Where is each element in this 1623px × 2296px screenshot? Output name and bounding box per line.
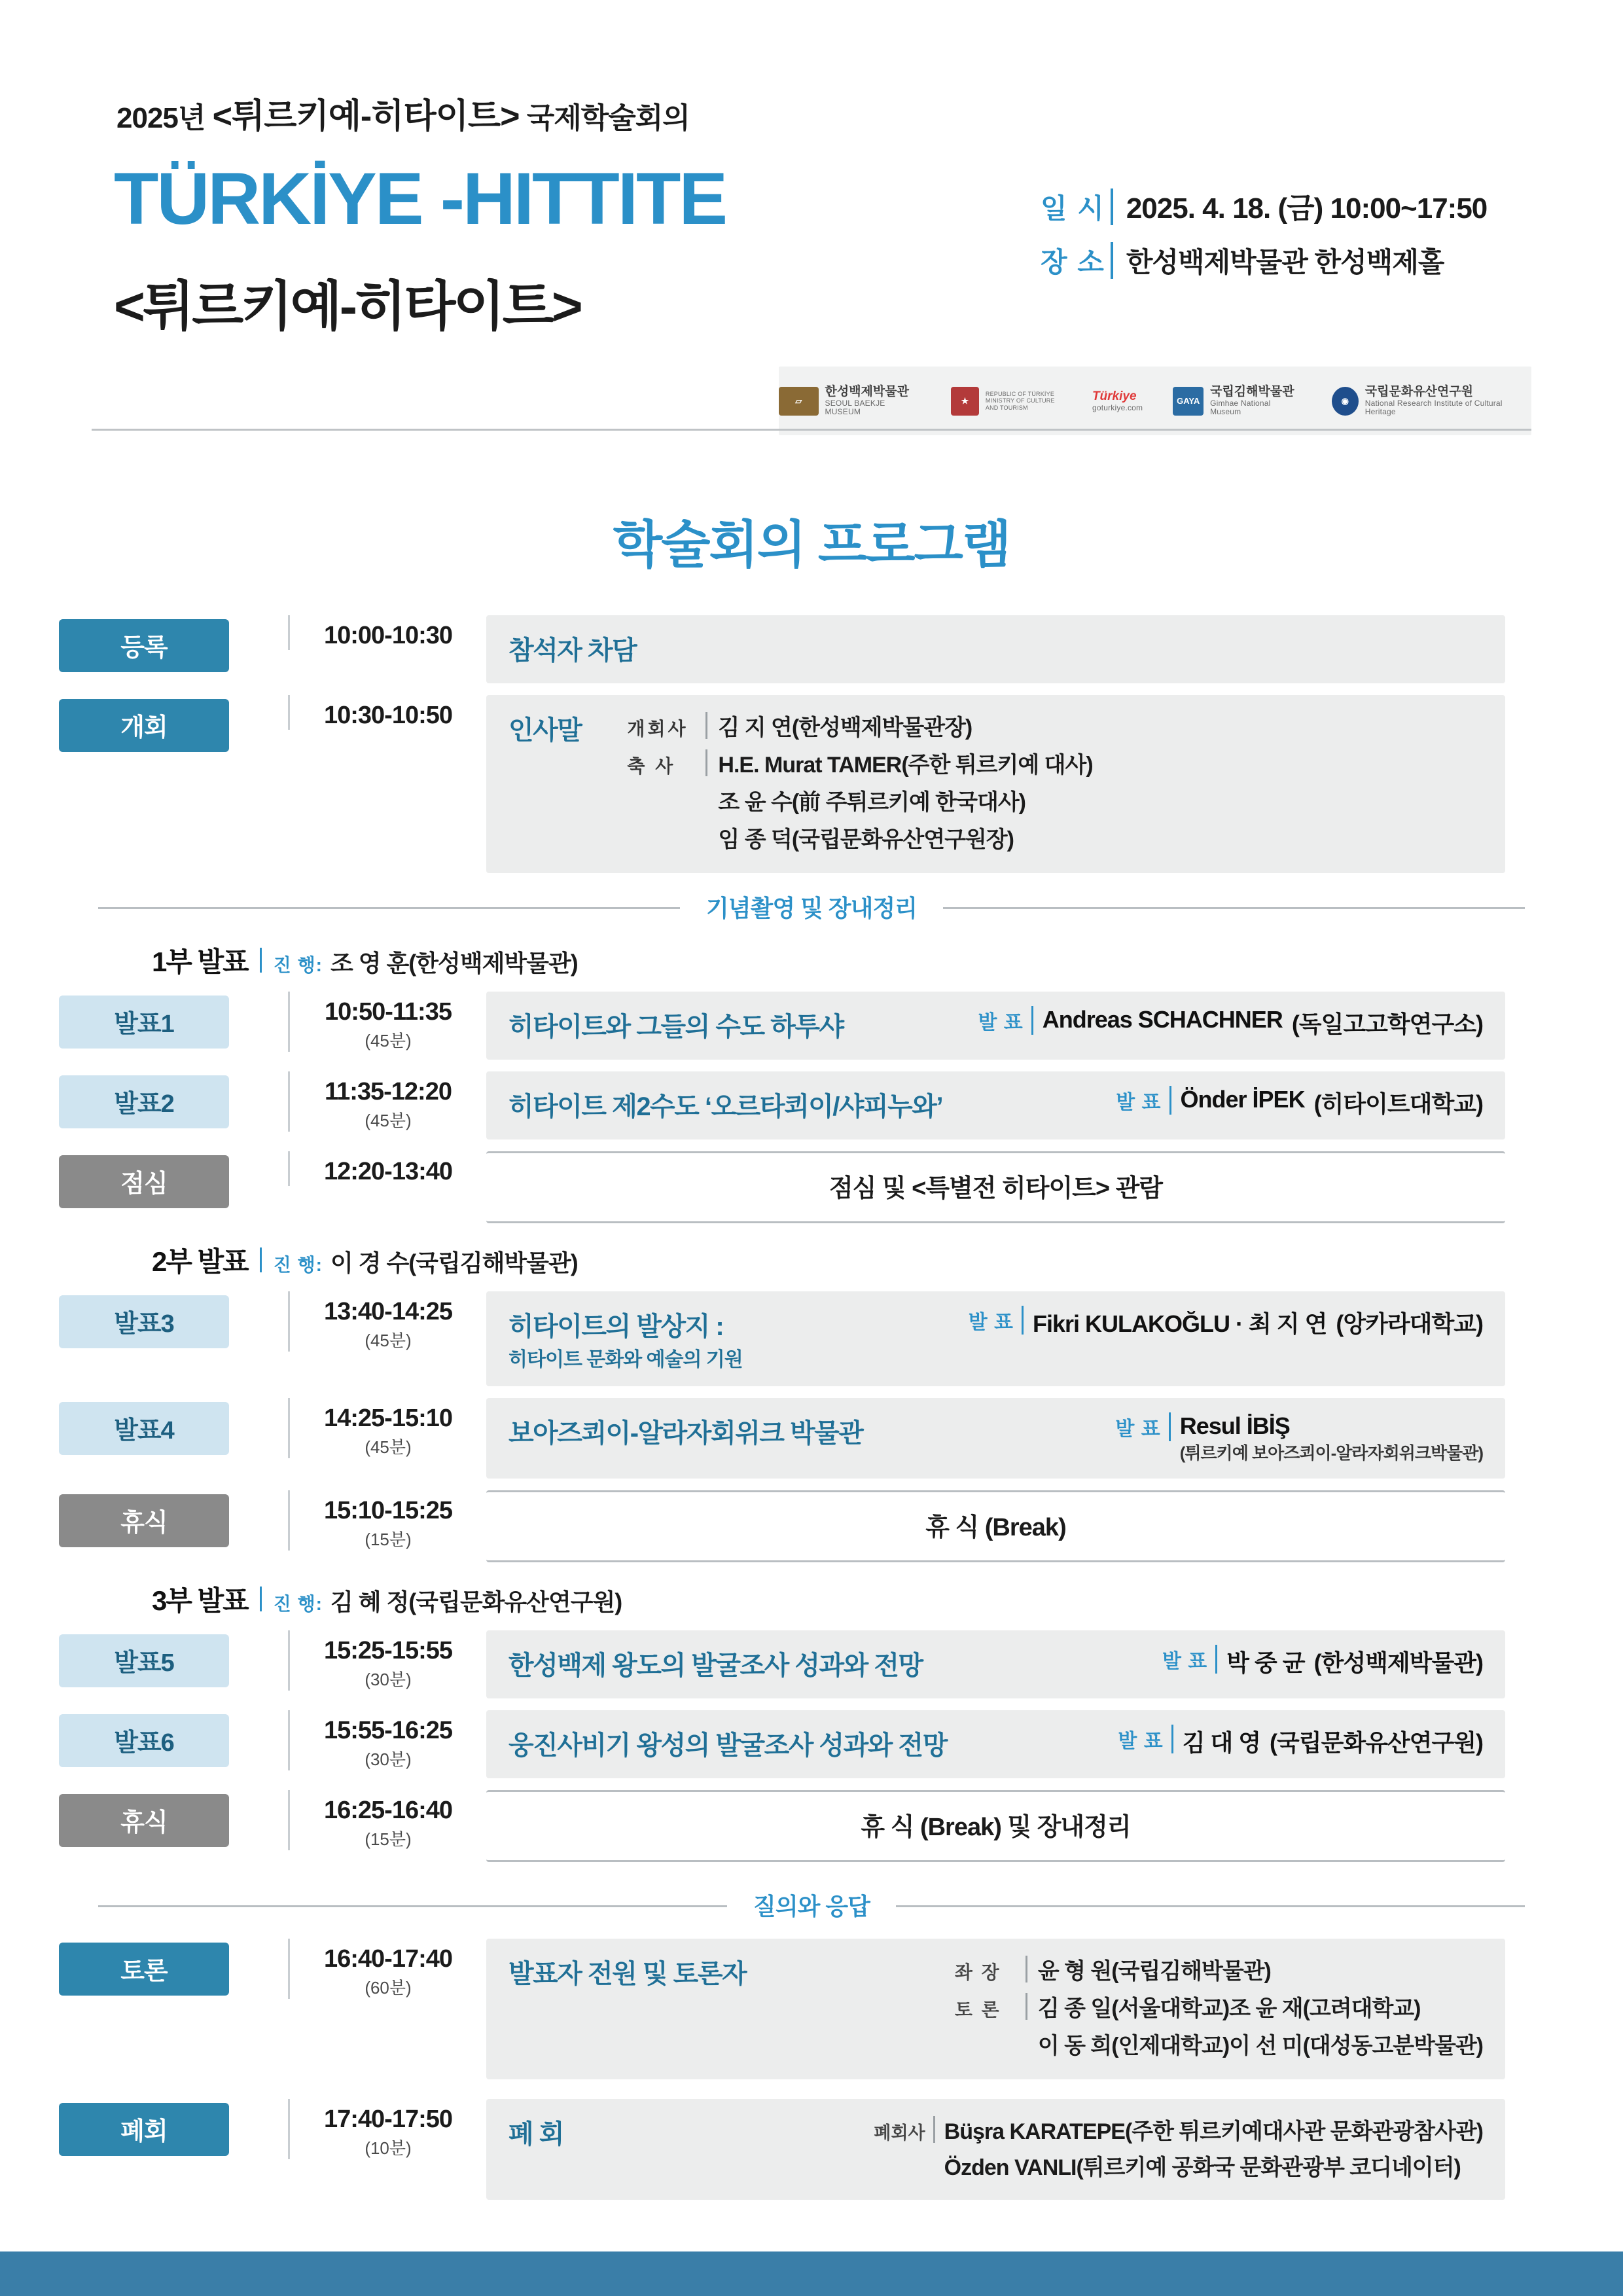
row-time-talk5: 15:25-15:55 (323, 1637, 453, 1664)
row-title-registration: 참석자 차담 (508, 636, 637, 665)
row-tag-talk1: 발표1 (59, 996, 229, 1049)
speaker-label: 발 표 (978, 1006, 1033, 1035)
schedule-row-break2 (0, 1790, 1623, 1862)
greeting-role: 축 사 (627, 756, 676, 776)
row-panel-talk6 (486, 1710, 1505, 1778)
row-dur-discussion: (60분) (365, 1978, 412, 1998)
speaker-name: Resul İBİŞ (1179, 1412, 1290, 1439)
meta-place-value: 한성백제박물관 한성백제홀 (1126, 247, 1444, 278)
row-dur-talk4: (45분) (365, 1437, 412, 1457)
chair-aff: (국립김해박물관) (1111, 1959, 1271, 1984)
logo-gimhae-museum (1173, 385, 1302, 417)
panelist-aff: (인제대학교) (1111, 2034, 1230, 2058)
speaker-aff: (앙카라대학교) (1336, 1310, 1483, 1337)
header-meta (1041, 185, 1487, 295)
speaker-name: Andreas SCHACHNER (1042, 1006, 1283, 1033)
session3-moderator-aff: (국립문화유산연구원) (408, 1588, 622, 1615)
row-tag-discussion: 토론 (59, 1943, 229, 1996)
row-title-talk6: 웅진사비기 왕성의 발굴조사 성과와 전망 (508, 1731, 947, 1760)
schedule-row-break1 (0, 1490, 1623, 1562)
panelist-name: 조 윤 재 (1229, 1996, 1303, 2021)
row-title-talk1: 히타이트와 그들의 수도 하투샤 (508, 1013, 844, 1041)
row-time-closing: 17:40-17:50 (323, 2106, 453, 2133)
meta-date-row (1041, 185, 1487, 226)
logo-0-en: SEOUL BAEKJE MUSEUM (825, 398, 885, 417)
divider (260, 1247, 262, 1272)
body-col (486, 615, 1505, 683)
session2-moderator: 이 경 수 (330, 1249, 409, 1276)
greeting-aff: (국립문화유산연구원장) (791, 827, 1014, 852)
divider (260, 1587, 262, 1611)
row-panel-talk4 (486, 1398, 1505, 1479)
greeting-name: 임 종 덕 (718, 827, 792, 852)
row-time-talk6: 15:55-16:25 (323, 1717, 453, 1744)
row-tag-break1: 휴식 (59, 1494, 229, 1547)
closing-aff: (튀르키예 공화국 문화관광부 코디네이터) (1076, 2155, 1461, 2180)
speaker-block (978, 1006, 1483, 1039)
speaker-block (969, 1306, 1483, 1339)
qa-label: 질의와 응답 (727, 1888, 896, 1922)
logo-3-en: Gimhae National Museum (1210, 398, 1271, 417)
chair-name: 윤 형 원 (1037, 1959, 1112, 1984)
gimhae-logo-icon: GAYA (1173, 387, 1204, 416)
row-tag-talk2: 발표2 (59, 1075, 229, 1128)
logo-seoul-baekje (779, 385, 921, 417)
row-panel-closing (486, 2099, 1505, 2200)
time-col (288, 695, 486, 730)
divider (1026, 1993, 1027, 2020)
greeting-name: 조 윤 수 (718, 790, 792, 815)
discussion-people (955, 1953, 1483, 2065)
closing-row-2 (874, 2149, 1483, 2181)
session3-header (152, 1579, 1623, 1619)
speaker-block (1162, 1645, 1483, 1678)
discussion-panel-row-2 (955, 2028, 1483, 2060)
row-title-talk4: 보아즈쾨이-알라자회위크 박물관 (508, 1419, 863, 1448)
divider (933, 2116, 935, 2143)
greeting-name: 김 지 연 (718, 715, 792, 740)
row-dur-break2: (15분) (365, 1829, 412, 1849)
row-dur-talk1: (45분) (365, 1031, 412, 1050)
chair-label: 좌 장 (954, 1962, 1001, 1982)
speaker-label: 발 표 (1162, 1645, 1217, 1674)
discussion-chair-row (955, 1953, 1483, 1985)
speaker-name: Fikri KULAKOĞLU · 최 지 연 (1033, 1310, 1327, 1337)
row-panel-opening (486, 695, 1505, 873)
row-dur-talk6: (30분) (365, 1749, 412, 1769)
schedule-row-talk4 (0, 1398, 1623, 1479)
row-tag-talk6: 발표6 (59, 1714, 229, 1767)
row-tag-talk4: 발표4 (59, 1402, 229, 1455)
logo-4-en: National Research Institute of Cultural Heritage (1364, 398, 1503, 417)
logo-1-en: REPUBLIC OF TÜRKİYE MINISTRY OF CULTURE AND TOURISM (985, 390, 1055, 411)
greeting-item (627, 709, 1092, 742)
row-tag-break2: 휴식 (59, 1794, 229, 1847)
row-time-lunch: 12:20-13:40 (323, 1158, 453, 1185)
row-tag-closing: 폐회 (59, 2103, 229, 2156)
schedule-row-talk3 (0, 1291, 1623, 1386)
tag-col (0, 695, 288, 752)
closing-row-1 (874, 2113, 1483, 2145)
closing-name: Büşra KARATEPE (944, 2119, 1125, 2144)
logo-3-ko: 국립김해박물관 (1210, 384, 1294, 399)
row-title-opening: 인사말 (508, 716, 582, 745)
row-panel-talk3 (486, 1291, 1505, 1386)
row-center-break2: 휴 식 (Break) 및 장내정리 (861, 1814, 1131, 1841)
greeting-list (627, 709, 1092, 859)
row-dur-closing: (10분) (365, 2138, 412, 2158)
speaker-label: 발 표 (969, 1306, 1024, 1335)
session3-number: 3부 발표 (152, 1585, 248, 1616)
divider (705, 787, 707, 814)
row-title-discussion: 발표자 전원 및 토론자 (508, 1960, 747, 1988)
session2-number: 2부 발표 (152, 1246, 248, 1277)
speaker-label: 발 표 (1118, 1725, 1173, 1753)
row-panel-talk1 (486, 992, 1505, 1060)
session1-moderator-label: 진 행: (273, 955, 323, 975)
speaker-aff: (국립문화유산연구원) (1270, 1729, 1483, 1756)
logo-turkiye-ministry (951, 387, 1062, 416)
row-panel-talk5 (486, 1630, 1505, 1698)
schedule-row-lunch (0, 1151, 1623, 1223)
panelist-name: 이 동 희 (1037, 2034, 1112, 2058)
schedule-row-opening (0, 695, 1623, 873)
panelist-aff: (고려대학교) (1302, 1996, 1421, 2021)
panelist-aff: (대성동고분박물관) (1302, 2034, 1483, 2058)
session1-moderator-aff: (한성백제박물관) (408, 950, 578, 977)
meta-place-row (1041, 241, 1487, 280)
row-dur-talk5: (30분) (365, 1670, 412, 1689)
row-title-talk3: 히타이트의 발상지 : (508, 1312, 724, 1341)
row-time-discussion: 16:40-17:40 (323, 1945, 453, 1973)
session1-header (152, 941, 1623, 980)
speaker-label: 발 표 (1115, 1412, 1170, 1441)
row-panel-talk2 (486, 1071, 1505, 1139)
session3-moderator-label: 진 행: (273, 1594, 323, 1614)
eyebrow-post: 국제학술회의 (519, 102, 690, 134)
header-divider (92, 429, 1531, 431)
session1-number: 1부 발표 (152, 946, 248, 977)
greeting-aff: (주한 튀르키예 대사) (901, 753, 1093, 778)
museum-logo-icon: ▱ (779, 387, 819, 416)
qa-bar (98, 1888, 1525, 1922)
eyebrow-pre: 2025년 (116, 102, 213, 134)
schedule (0, 615, 1623, 2212)
speaker-aff: (한성백제박물관) (1313, 1649, 1483, 1676)
title-english: TÜRKİYE -HITTITE (114, 158, 726, 240)
row-dur-talk2: (45분) (365, 1111, 412, 1130)
row-title-talk5: 한성백제 왕도의 발굴조사 성과와 전망 (508, 1651, 923, 1680)
divider (1026, 2030, 1027, 2057)
header-eyebrow (116, 88, 690, 137)
schedule-row-talk6 (0, 1710, 1623, 1778)
row-title-talk2: 히타이트 제2수도 ‘오르타쾨이/샤피누와’ (508, 1092, 943, 1121)
greeting-aff: (前 주튀르키예 한국대사) (791, 790, 1026, 815)
title-korean: <튀르키예-히타이트> (114, 277, 580, 336)
schedule-row-discussion (0, 1939, 1623, 2079)
row-tag-talk5: 발표5 (59, 1634, 229, 1687)
closing-people (874, 2113, 1483, 2185)
commemoration-bar (98, 890, 1525, 924)
logo-2-en: goturkiye.com (1092, 403, 1143, 412)
tag-col (0, 615, 288, 672)
row-tag-registration: 등록 (59, 619, 229, 672)
row-time-talk1: 10:50-11:35 (325, 998, 452, 1026)
closing-label: 폐회사 (874, 2123, 925, 2143)
speaker-aff: (튀르키예 보아즈쾨이-알라자회위크박물관) (1179, 1443, 1483, 1463)
row-panel-registration (486, 615, 1505, 683)
session2-moderator-aff: (국립김해박물관) (408, 1249, 578, 1276)
panelist-aff: (서울대학교) (1111, 1996, 1230, 2021)
logo-0-ko: 한성백제박물관 (825, 384, 909, 399)
row-center-break1: 휴 식 (Break) (925, 1514, 1066, 1541)
row-tag-opening: 개회 (59, 699, 229, 752)
schedule-row-talk1 (0, 992, 1623, 1060)
body-col (486, 695, 1505, 873)
session2-moderator-label: 진 행: (273, 1255, 323, 1275)
time-col (288, 615, 486, 650)
panel-label: 토 론 (954, 2000, 1001, 2020)
logo-strip (779, 367, 1531, 435)
schedule-row-talk5 (0, 1630, 1623, 1698)
schedule-row-registration (0, 615, 1623, 683)
nrich-logo-icon: ◉ (1332, 387, 1359, 416)
speaker-aff: (독일고고학연구소) (1291, 1011, 1483, 1037)
speaker-name: 김 대 영 (1182, 1729, 1261, 1756)
schedule-row-talk2 (0, 1071, 1623, 1139)
row-panel-lunch (486, 1151, 1505, 1223)
footer-bar (0, 2251, 1623, 2296)
row-center-lunch: 점심 및 <특별전 히타이트> 관람 (829, 1175, 1163, 1202)
greeting-item (627, 784, 1092, 816)
logo-4-ko: 국립문화유산연구원 (1364, 384, 1473, 399)
greeting-item (627, 821, 1092, 853)
divider (1026, 1956, 1027, 1982)
logo-2-ko: Türkiye (1092, 389, 1137, 403)
program-title: 학술회의 프로그램 (613, 516, 1010, 573)
row-time-break2: 16:25-16:40 (323, 1797, 453, 1824)
row-time-talk3: 13:40-14:25 (323, 1298, 453, 1325)
greeting-role: 개회사 (627, 719, 688, 739)
row-panel-break2 (486, 1790, 1505, 1862)
divider (705, 749, 707, 776)
row-tag-talk3: 발표3 (59, 1295, 229, 1348)
row-dur-break1: (15분) (365, 1530, 412, 1549)
row-time-opening: 10:30-10:50 (323, 702, 453, 729)
schedule-row-closing (0, 2099, 1623, 2200)
meta-date-label: 일 시 (1041, 187, 1116, 226)
speaker-label: 발 표 (1116, 1086, 1171, 1115)
row-time-registration: 10:00-10:30 (323, 622, 453, 649)
row-dur-talk3: (45분) (365, 1331, 412, 1350)
divider (705, 712, 707, 739)
divider (260, 948, 262, 973)
row-time-break1: 15:10-15:25 (323, 1497, 453, 1524)
greeting-aff: (한성백제박물관장) (791, 715, 972, 740)
greeting-name: H.E. Murat TAMER (718, 753, 902, 778)
speaker-block (1116, 1086, 1483, 1119)
meta-place-label: 장 소 (1041, 241, 1116, 280)
panelist-name: 김 종 일 (1037, 1996, 1112, 2021)
greeting-item (627, 747, 1092, 779)
row-title-closing: 폐 회 (508, 2120, 563, 2149)
session1-moderator: 조 영 훈 (330, 950, 409, 977)
session3-moderator: 김 혜 정 (330, 1588, 409, 1615)
discussion-panel-row-1 (955, 1990, 1483, 2022)
row-time-talk2: 11:35-12:20 (325, 1078, 452, 1105)
row-tag-lunch: 점심 (59, 1155, 229, 1208)
commemoration-label: 기념촬영 및 장내정리 (680, 890, 943, 924)
row-panel-break1 (486, 1490, 1505, 1562)
speaker-block (1118, 1725, 1483, 1758)
closing-name: Özden VANLI (944, 2155, 1077, 2180)
speaker-aff: (히타이트대학교) (1313, 1090, 1483, 1117)
logo-nrich (1332, 385, 1531, 417)
speaker-block (1115, 1412, 1483, 1464)
speaker-name: 박 중 균 (1226, 1649, 1305, 1676)
ministry-seal-icon: ★ (951, 387, 979, 416)
divider (705, 824, 707, 851)
speaker-name: Önder İPEK (1180, 1086, 1305, 1113)
row-time-talk4: 14:25-15:10 (323, 1405, 453, 1432)
logo-goturkiye (1092, 389, 1143, 413)
panelist-name: 이 선 미 (1229, 2034, 1303, 2058)
closing-aff: (주한 튀르키예대사관 문화관광참사관) (1124, 2119, 1483, 2144)
session2-header (152, 1240, 1623, 1280)
meta-date-value: 2025. 4. 18. (금) 10:00~17:50 (1126, 192, 1488, 224)
eyebrow-big: <튀르키예-히타이트> (212, 98, 520, 135)
row-subtitle-talk3: 히타이트 문화와 예술의 기원 (508, 1349, 743, 1371)
divider (933, 2152, 935, 2179)
row-panel-discussion (486, 1939, 1505, 2079)
